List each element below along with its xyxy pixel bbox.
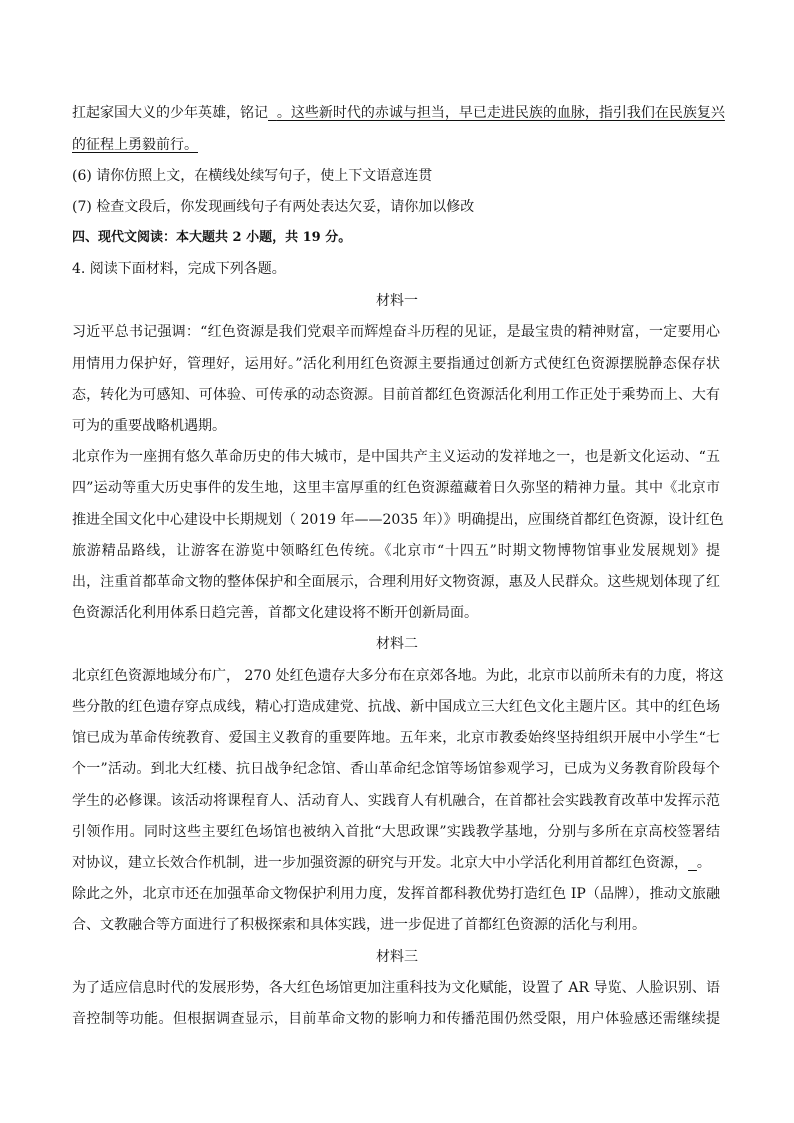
paragraph-line: 音控制等功能。但根据调查显示，目前革命文物的影响力和传播范围仍然受限，用户体验感还需继续提: [72, 1011, 720, 1027]
question-count: 2: [232, 230, 242, 245]
paragraph-line: 习近平总书记强调：“红色资源是我们党艰辛而辉煌奋斗历程的见证，是最宝贵的精神财富，一定要用心: [72, 324, 720, 340]
paragraph-line: 为了适应信息时代的发展形势，各大红色场馆更加注重科技为文化赋能，设置了 AR 导览、人脸识别、语: [72, 980, 720, 996]
paragraph-line: 出，注重首都革命文物的整体保护和全面展示，合理利用好文物资源，惠及人民群众。这些规划体现了红: [72, 574, 720, 590]
paragraph-line: 北京作为一座拥有悠久革命历史的伟大城市，是中国共产主义运动的发祥地之一，也是新文化运动、“五: [72, 449, 720, 465]
section-heading-text: 四、现代文阅读：本大题共: [72, 230, 233, 245]
underlined-sentence: 。这些新时代的赤诚与担当，早已走进民族的血脉，指引我们在民族复兴: [276, 105, 725, 121]
section-heading: [72, 228, 351, 248]
question-7: (7) 检查文段后，你发现画线句子有两处表达欠妥，请你加以修改: [72, 199, 475, 215]
paragraph-line: 些分散的红色遗存穿点成线，精心打造成建党、抗战、新中国成立三大红色文化主题片区。其中的红色场: [72, 699, 720, 715]
paragraph-line: 合、文教融合等方面进行了积极探索和具体实践，进一步促进了首都红色资源的活化与利用。: [72, 917, 646, 933]
question-6: (6) 请你仿照上文，在横线处续写句子，使上下文语意连贯: [72, 168, 433, 184]
material-3-heading: 材料三: [376, 949, 418, 965]
paragraph-line: [72, 853, 711, 873]
underlined-sentence: 的征程上勇毅前行。: [72, 137, 198, 153]
paragraph-line: 推进全国文化中心建设中长期规划（ 2019 年——2035 年）》明确提出，应围绕首都红色资源，设计红色: [72, 512, 724, 528]
fill-blank[interactable]: [268, 105, 277, 121]
paragraph-line: 旅游精品路线，让游客在游览中领略红色传统。《北京市“十四五”时期文物博物馆事业发展规划》提: [72, 543, 720, 559]
section-heading-text: 分。: [320, 230, 352, 245]
paragraph-line: 学生的必修课。该活动将课程育人、活动育人、实践育人有机融合，在首都社会实践教育改革中发挥示范: [72, 793, 720, 809]
text-segment: 扛起家国大义的少年英雄，铭记: [72, 105, 268, 121]
text-segment: 。: [696, 855, 711, 871]
passage-line: [72, 103, 725, 123]
paragraph-line: 引领作用。同时这些主要红色场馆也被纳入首批“大思政课”实践教学基地，分别与多所在京高校签署结: [72, 824, 720, 840]
paragraph-line: 北京红色资源地域分布广， 270 处红色遗存大多分布在京郊各地。为此，北京市以前所未有的力度，将这: [72, 668, 724, 684]
section-heading-text: 小题，共: [241, 230, 303, 245]
passage-line: [72, 135, 198, 155]
paragraph-line: 色资源活化利用体系日趋完善，首都文化建设将不断开创新局面。: [72, 605, 478, 621]
paragraph-line: 可为的重要战略机遇期。: [72, 418, 226, 434]
score-total: 19: [302, 230, 321, 245]
paragraph-line: 用情用力保护好，管理好，运用好。”活化利用红色资源主要指通过创新方式使红色资源摆脱静态保存状: [72, 356, 720, 372]
question-4-intro: 4. 阅读下面材料，完成下列各题。: [72, 261, 286, 277]
material-1-heading: 材料一: [376, 293, 418, 309]
paragraph-line: 除此之外，北京市还在加强革命文物保护利用力度，发挥首都科教优势打造红色 IP（品牌），推动文旅融: [72, 886, 720, 902]
fill-blank[interactable]: [688, 855, 697, 871]
paragraph-line: 态，转化为可感知、可体验、可传承的动态资源。目前首都红色资源活化利用工作正处于乘势而上、大有: [72, 387, 720, 403]
material-2-heading: 材料二: [376, 636, 418, 652]
text-segment: 对协议，建立长效合作机制，进一步加强资源的研究与开发。北京大中小学活化利用首都红色资源，: [72, 855, 688, 871]
paragraph-line: 馆已成为革命传统教育、爱国主义教育的重要阵地。五年来，北京市教委始终坚持组织开展中小学生“七: [72, 730, 720, 746]
paragraph-line: 四”运动等重大历史事件的发生地，这里丰富厚重的红色资源蕴藏着日久弥坚的精神力量。其中《北京市: [72, 480, 720, 496]
paragraph-line: 个一”活动。到北大红楼、抗日战争纪念馆、香山革命纪念馆等场馆参观学习，已成为义务教育阶段每个: [72, 761, 720, 777]
